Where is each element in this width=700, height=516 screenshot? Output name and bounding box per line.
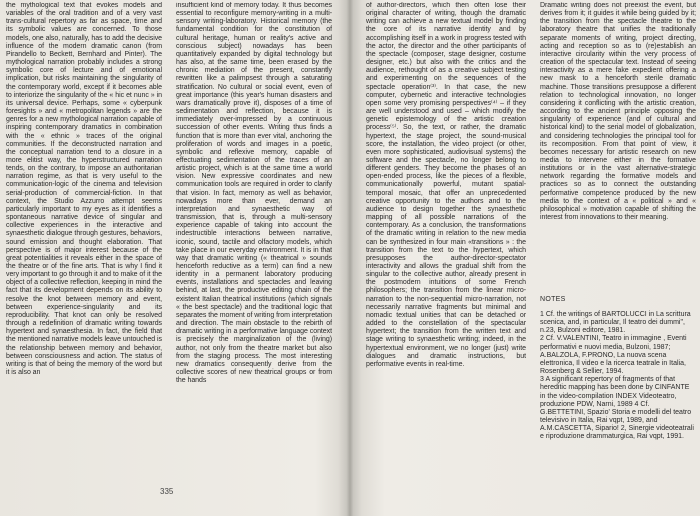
note-item: 2 Cf. V.VALENTINI, Teatro in immagine , Eventi performativi e nuovi media, Bulzoni, 1987; A.BALZOLA, F.PRONO, La nuova scena elettronica, Il video e la ricerca teatrale in Italia, Rosenberg & Sellier, 1994. bbox=[540, 335, 687, 376]
left-page-column-1 bbox=[6, 2, 162, 476]
column-3-text: of author-directors, which then often lose their original character of writing, though the dramatic writing can achieve a new textual model by finding the core of its narrative identity and by accomplishing itself in a work in progress tested with the actor, the director and the other participants of the spectacle (composer, stage designer, costume designer, etc.) but also with the critics and the audience, rethought of as a creative subject testing and experimenting on the sequences of the spectacle operation⁽³⁾. In that case, the new computer, cybernetic and interactive technologies open some very promising perspectives⁽⁴⁾ – if they are well understood and used – which modify the genetic epistemology of the artistic creation process⁽⁵⁾. So, the text, or rather, the dramatic hypertext, the stage project, the sound-musical score, the installation, the video project (or other, even more sophisticated, audiovisual systems) the software and the spectacle, no longer belong to different genders. They become the phases of an open-ended process, like the pieces of a flexible, communicationally powerful, mutant spatial-temporal mosaic, that offer an unprecedented creative opportunity to the authors and to the audience to design together the synaesthetic mapping of all possible narrations of the contemporary. As a conclusion, the transformations of the dramatic writing in relation to the new media can be synthesized in four main «transitions » : the transition from the text to the hypertext, which presupposes the author-director-spectator interactivity and allows the gradual shift from the singular to the collective author, already present in the postmodern intuitions of some French philosophers; the transition from the linear micro-narration to the non-sequential micro-narration, not necessarily narrative fragments but minimal and nomadic textual unities that can be detached or added to the constellation of the spectacular hypertext; the transition from the written text and stage writing to synaesthetic writing; indeed, in the hypertextual environment, we no longer (just) write dialogues and dramatic instructions, but performative events in real-time. bbox=[366, 2, 526, 368]
page-number: 335 bbox=[160, 487, 174, 496]
column-1-text: the mythological text that evokes models and variables of the oral tradition and of a very vast trans-cultural repertory as far as space, time and its symbolic values are concerned. To those models, one also, naturally, has to add the decisive influence of the modern dramatic canon (from Pirandello to Beckett, Bernhard and Pinter). The mythological narration probably includes a strong symbolic core of lecture and of emotional implication, but risks maintaining the singularity of the contemporary world, except if it becomes able to interiorize the singularity of the « hic et nunc » in its universal device. Perhaps, some « cyberpunk foresights » and « metropolitan legends » are the genres for a new mythological narration capable of inspiring contemporary dramatics in combination with the « ethnic » traces of the original communities. If the deconstructed narration and the conceptual narration tend to a closure in a more elitist way, the hyperstructured narration tends, on the contrary, to impose an authoritarian narration regime, as that is very useful to the communication-logic of the cinema and television serial-production of commercial-fiction. In that context, the Studio Azzurro attempt seems particularly important to my eyes as it identifies a spontaneous narrative device of singular and collective experiences in the interactive and synaesthetic dialogue through gestures, behaviors, sound emission and thought elaboration. That perspective is of major interest because of the great potentialities it reveals either in the space of the theatre or of the fine arts. That is why I find it very important to go through it and to make of it the object of a collective reflection, keeping in mind the fact that its development depends on its ability to resolve the knot between memory and event, between experience-singularity and its reproducibility. That knot can only be resolved through a redefinition of dramatic writing towards hypertext and synaesthesia. In fact, the field that the mentioned narrative models leave untouched is the relationship between memory and behavior, between consciousness and action. The status of writing is that of being the memory of the word but it is also an bbox=[6, 2, 162, 377]
column-2-text: insufficient kind of memory today. It thus becomes essential to reconfigure memory-writing in a multi-sensory writing-laboratory. Historical memory (the fundamental condition for the constitution of cultural heritage, human or reality's active and conscious subject) nowadays has been quantitatively expanded by digital technology but has also, at the same time, been erased by the chronic mediation of the present, constantly rewritten like a palimpsest through a saturating stratification. No cultural or social event, even of great importance (this year's human disasters and wars dramatically prove it), disposes of a time of sedimentation and reflection, because it is immediately over-impressed by a continuous succession of other events. Writing thus finds a function that is more than ever vital, anchoring the proliferation of words and images in a poetic, symbolic and reflexive memory, capable of effectuating sedimentation of the traces of an artistic project, which is at the same time a world vision. New expressive coordinates and new communication tools are required in order to clarify that vision. In fact, memory as well as behavior, nowadays more than ever, demand an interpretation and synaesthetic way of transmission, that is, through a multi-sensory experience capable of taking into account the indestructible interactions between narrative, iconic, sound, tactile and olfactory models, which take place in our everyday environment. It is in that way that dramatic writing (« theatrical » sounds henceforth reductive as a term) can find a new identity in a permanent laboratory producing events, installations and spectacles and leaving behind, at last, the productive editing chain of the existent Italian theatrical institutions (which signals « the best spectacle) and the traditional logic that separates the moment of writing from interpretation and direction. The main obstacle to the rebirth of dramatic writing in a performative language context is precisely the marginalization of the (living) author, not only from the theatre market but also from the staging process. The most interesting new dramatics consequently derive from the collective scores of new theatrical groups or from the hands bbox=[176, 2, 332, 385]
notes-heading: NOTES bbox=[540, 296, 566, 303]
note-item: 1 Cf. the writings of BARTOLUCCI in La scrittura scenica, and, in particular, Il teatro dei dummi", n.23, Bulzoni editore, 1981. bbox=[540, 311, 691, 335]
note-item: 3 A significant repertory of fragments of that hereditic mapping has been done by CINFANTE in the video-compilation INDEX Videoteatro, produzione PDW, Narni, 1989 4 Cf. G.BETTETINI, Spazio' Storia e modelli del teatro televisivo in Italia, Rai vqpt, 1989, and A.M.CASCETTA, Sipario! 2, Sinergie videoteatrali e riproduzione drammaturgica, Rai vqpt, 1991. bbox=[540, 376, 694, 441]
right-page-column-2 bbox=[540, 2, 696, 282]
left-page-column-2 bbox=[176, 2, 332, 480]
column-4-text: Dramatic writing does not preexist the event, but derives from it; it guides it while being guided by it; the transition from the spectacle theatre to the laboratory theatre that unifies the traditionally separate moments of writing, project directing, acting and reception so as to (re)establish an interactive circularity within the very process of creation of the spectacular text. Instead of seeing interactivity as a mere fake expedient offering a new mask to a henceforth sterile dramatic machine. Those transitions presuppose a different relation to technological innovation, no longer considering it conflicting with the artistic creation, according to the ancient principle opposing the singularity of experience (and of cultural and historical kind) to the serial model of globalization, and considering technologies the principal tool for its recomposition. From that point of view, it becomes necessary for artistic research on new media to intervene either in the formative institutions or in the vast alternative-strategic network regarding the formative models and practices so as to connect the outstanding performative competence produced by the new media to the context of a « political » and « philosophical » motivation capable of shifting the interest from innovations to their meaning. bbox=[540, 2, 696, 222]
book-gutter bbox=[338, 0, 362, 516]
right-page-column-1 bbox=[366, 2, 526, 502]
notes-list bbox=[540, 311, 696, 442]
